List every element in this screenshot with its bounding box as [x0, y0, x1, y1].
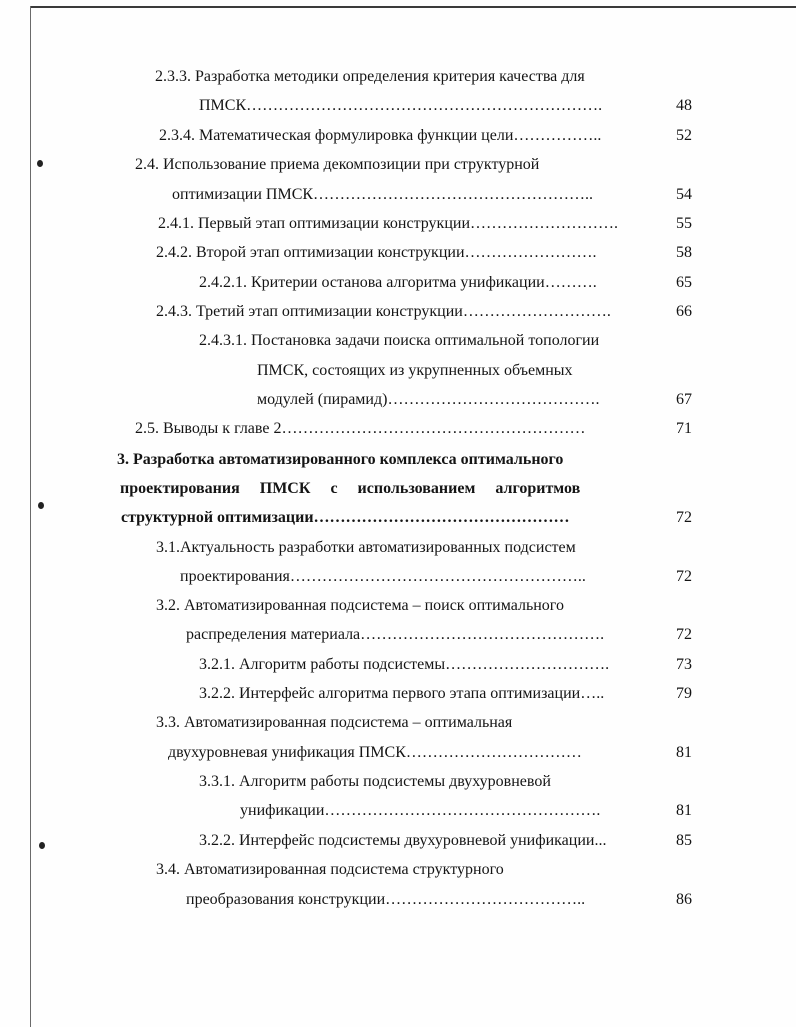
toc-page-number: 72 [676, 509, 692, 526]
toc-entry-text: 3.3. Автоматизированная подсистема – оптимальная [156, 714, 513, 731]
toc-entry-text: 2.3.4. Математическая формулировка функции цели…………….. [159, 127, 602, 144]
toc-entry-text: унификации……………………………………………. [240, 802, 601, 819]
toc-entry-text: 2.4.1. Первый этап оптимизации конструкции………………………. [158, 215, 619, 232]
toc-page-number: 48 [676, 97, 692, 114]
toc-page-number: 72 [676, 626, 692, 643]
toc-chapter-heading: проектирования ПМСК с использованием алгоритмов [120, 480, 581, 497]
toc-entry-text: ПМСК, состоящих из укрупненных объемных [257, 362, 573, 379]
page-top-edge [30, 6, 796, 8]
punch-hole-mark [38, 502, 44, 509]
toc-entry-text: 3.2.2. Интерфейс алгоритма первого этапа оптимизации….. [199, 685, 605, 702]
toc-entry-text: 3.2.2. Интерфейс подсистемы двухуровневой унификации... [199, 832, 607, 849]
toc-entry-text: 3.2.1. Алгоритм работы подсистемы…………………………. [199, 656, 610, 673]
toc-entry-text: 2.4.3.1. Постановка задачи поиска оптимальной топологии [199, 332, 600, 349]
toc-entry-text: оптимизации ПМСК…………………………………………….. [172, 186, 594, 203]
toc-page-number: 86 [676, 891, 692, 908]
toc-page-number: 71 [676, 420, 692, 437]
toc-page-number: 58 [676, 244, 692, 261]
toc-entry-text: 2.4.2. Второй этап оптимизации конструкции……………………. [156, 244, 597, 261]
toc-page-number: 79 [676, 685, 692, 702]
punch-hole-mark [39, 842, 45, 849]
toc-entry-text: 2.4.2.1. Критерии останова алгоритма унификации………. [199, 274, 597, 291]
toc-entry-text: 3.4. Автоматизированная подсистема структурного [156, 861, 504, 878]
toc-entry-text: преобразования конструкции……………………………….. [186, 891, 586, 908]
toc-entry-text: 2.4. Использование приема декомпозиции при структурной [135, 156, 540, 173]
toc-page-number: 72 [676, 568, 692, 585]
toc-entry-text: распределения материала………………………………………. [186, 626, 605, 643]
toc-entry-text: 2.5. Выводы к главе 2………………………………………………… [135, 420, 586, 437]
punch-hole-mark [37, 160, 43, 167]
toc-entry-text: модулей (пирамид)…………………………………. [257, 391, 600, 408]
page-left-edge [30, 6, 31, 1027]
toc-page-number: 54 [676, 186, 692, 203]
toc-entry-text: 3.3.1. Алгоритм работы подсистемы двухуровневой [199, 773, 551, 790]
toc-page-number: 81 [676, 744, 692, 761]
toc-page-number: 52 [676, 127, 692, 144]
toc-page-number: 67 [676, 391, 692, 408]
toc-page-number: 65 [676, 274, 692, 291]
toc-page-number: 85 [676, 832, 692, 849]
toc-chapter-heading: 3. Разработка автоматизированного комплекса оптимального [117, 451, 564, 468]
toc-page-number: 81 [676, 802, 692, 819]
toc-page-number: 66 [676, 303, 692, 320]
toc-entry-text: двухуровневая унификация ПМСК…………………………… [168, 744, 582, 761]
toc-chapter-heading: структурной оптимизации………………………………………… [121, 509, 570, 526]
toc-entry-text: 2.4.3. Третий этап оптимизации конструкции………………………. [156, 303, 611, 320]
toc-entry-text: ПМСК…………………………………………………………. [199, 97, 603, 114]
toc-entry-text: 3.1.Актуальность разработки автоматизированных подсистем [156, 539, 576, 556]
toc-entry-text: 2.3.3. Разработка методики определения критерия качества для [155, 68, 585, 85]
toc-page-number: 55 [676, 215, 692, 232]
toc-page-number: 73 [676, 656, 692, 673]
toc-entry-text: проектирования……………………………………………….. [180, 568, 586, 585]
toc-entry-text: 3.2. Автоматизированная подсистема – поиск оптимального [156, 597, 564, 614]
